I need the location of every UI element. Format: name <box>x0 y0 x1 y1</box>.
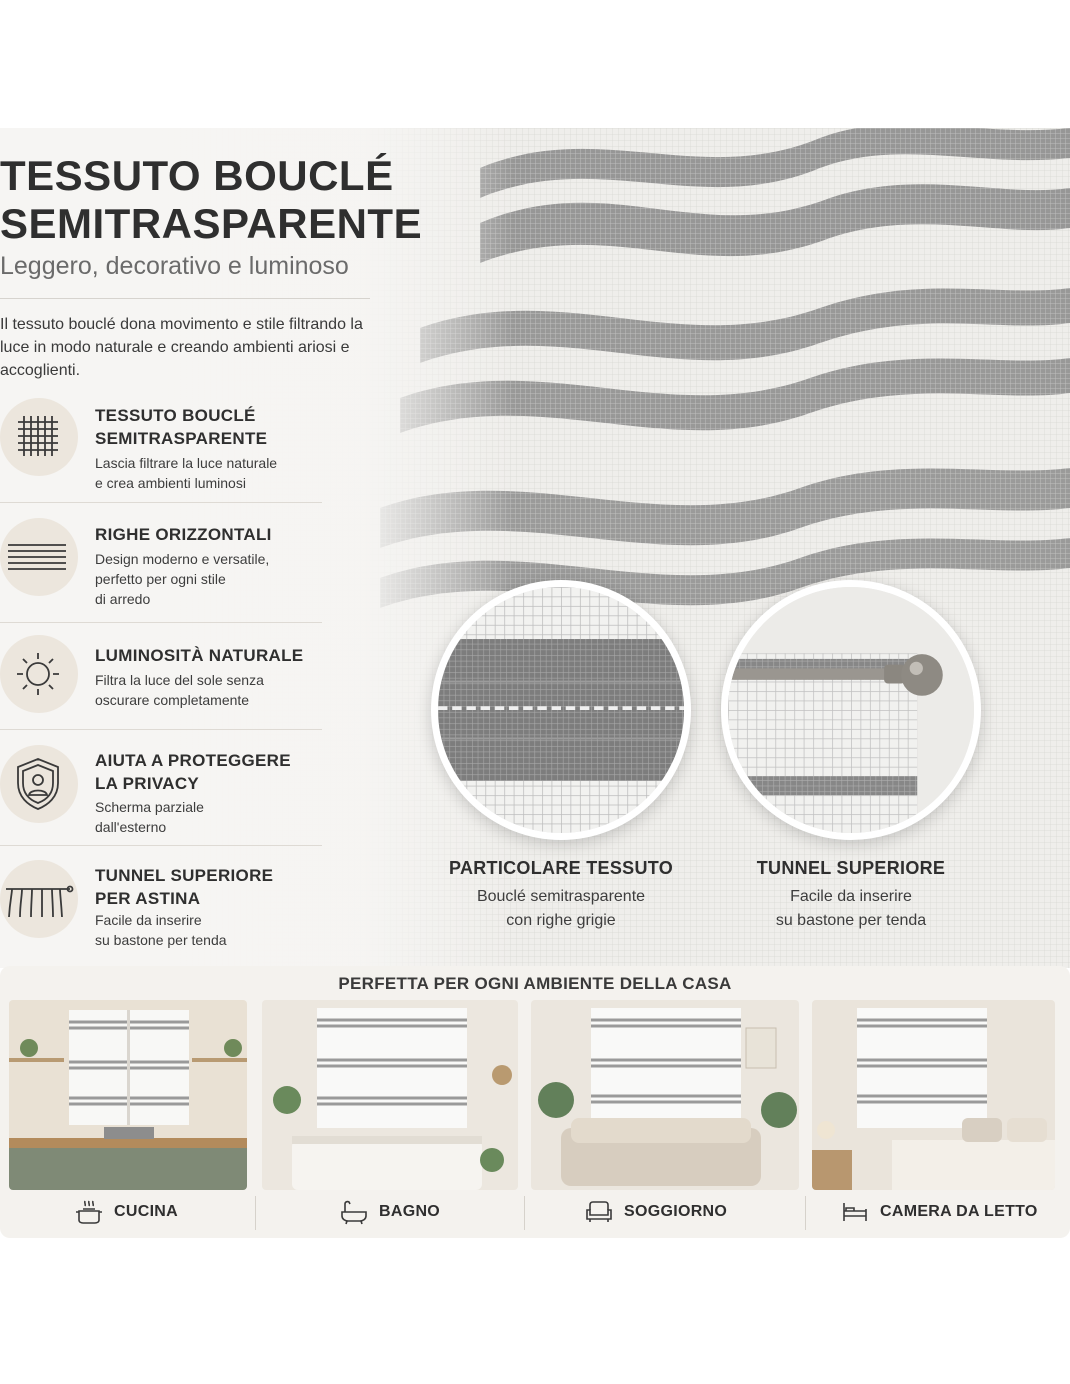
feature-divider <box>0 622 322 623</box>
feature-title: TESSUTO BOUCLÉ SEMITRASPARENTE <box>95 406 268 448</box>
curtain-rod-icon <box>0 860 78 938</box>
room-label-cucina <box>74 1198 178 1226</box>
bedroom-photo <box>812 1000 1055 1190</box>
detail-description: Facile da inserire su bastone per tenda <box>775 888 927 929</box>
feature-divider <box>0 729 322 730</box>
feature-title: TUNNEL SUPERIORE PER ASTINA <box>95 866 274 908</box>
feature-tunnel <box>0 860 330 955</box>
room-label-camera <box>840 1198 1038 1226</box>
feature-title: RIGHE ORIZZONTALI <box>95 525 272 544</box>
bathtub-icon <box>339 1199 369 1225</box>
detail-title: TUNNEL SUPERIORE <box>756 858 946 878</box>
feature-title: LUMINOSITÀ NATURALE <box>95 646 304 665</box>
feature-light <box>0 635 330 730</box>
stripes-icon <box>0 518 78 596</box>
feature-description: Design moderno e versatile, perfetto per ogni stile di arredo <box>95 551 270 607</box>
feature-stripes <box>0 518 330 623</box>
feature-description: Scherma parziale dall'esterno <box>95 799 204 835</box>
room-label-text: CUCINA <box>114 1203 179 1220</box>
sofa-icon <box>584 1199 614 1225</box>
page-title-line2: SEMITRASPARENTE <box>0 200 423 247</box>
bathroom-photo <box>262 1000 518 1190</box>
feature-description: Facile da inserire su bastone per tenda <box>95 912 227 948</box>
feature-weave <box>0 398 330 503</box>
room-label-text: BAGNO <box>379 1203 441 1220</box>
room-label-soggiorno <box>584 1198 727 1226</box>
shield-person-icon <box>0 745 78 823</box>
rooms-title: PERFETTA PER OGNI AMBIENTE DELLA CASA <box>338 974 732 993</box>
feature-privacy <box>0 745 330 845</box>
detail-title: PARTICOLARE TESSUTO <box>448 858 674 878</box>
room-label-text: SOGGIORNO <box>624 1203 728 1220</box>
feature-divider <box>0 845 322 846</box>
feature-description: Filtra la luce del sole senza oscurare completamente <box>95 672 264 708</box>
fabric-detail-image <box>431 580 691 840</box>
weave-icon <box>0 398 78 476</box>
room-separator <box>255 1196 256 1230</box>
room-label-text: CAMERA DA LETTO <box>880 1203 1038 1220</box>
sun-icon <box>0 635 78 713</box>
room-separator <box>524 1196 525 1230</box>
room-separator <box>805 1196 806 1230</box>
feature-divider <box>0 502 322 503</box>
bed-icon <box>840 1199 870 1225</box>
feature-title: AIUTA A PROTEGGERE LA PRIVACY <box>95 751 291 793</box>
room-label-bagno <box>339 1198 440 1226</box>
intro-text: Il tessuto bouclé dona movimento e stile filtrando la luce in modo naturale e creando ambienti ariosi e accoglienti. <box>0 316 363 379</box>
feature-description: Lascia filtrare la luce naturale e crea ambienti luminosi <box>95 455 278 491</box>
detail-description: Bouclé semitrasparente con righe grigie <box>476 888 646 929</box>
page-title-line1: TESSUTO BOUCLÉ <box>0 152 394 199</box>
living-room-photo <box>531 1000 799 1190</box>
pot-icon <box>74 1199 104 1225</box>
kitchen-photo <box>9 1000 247 1190</box>
rod-pocket-detail-image <box>721 580 981 840</box>
title-divider <box>0 298 370 299</box>
page-subtitle: Leggero, decorativo e luminoso <box>0 252 349 280</box>
